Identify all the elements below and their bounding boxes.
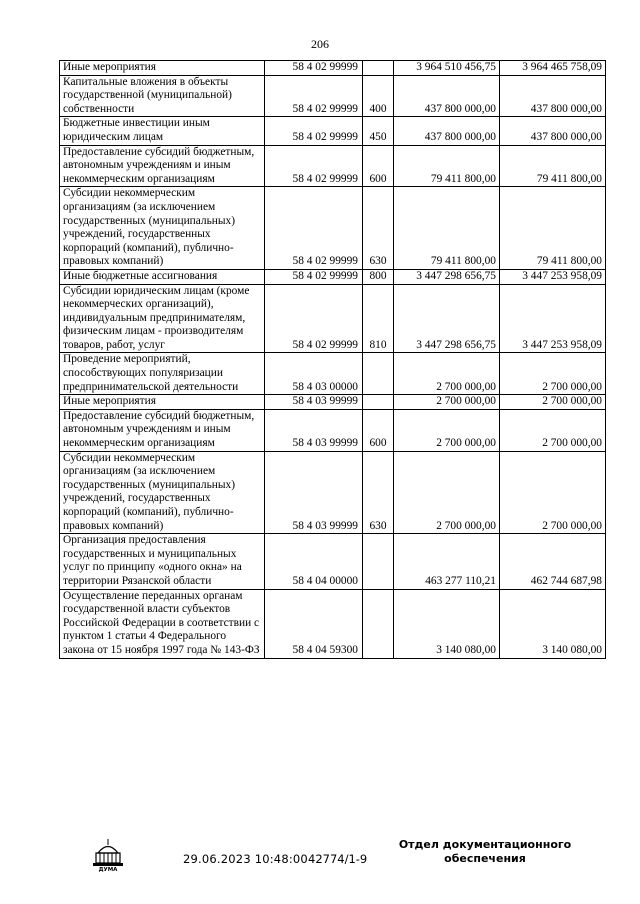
row-code-cell: 58 4 03 99999 [265, 451, 363, 534]
budget-table [59, 60, 606, 659]
row-name-cell: Иные мероприятия [60, 395, 265, 410]
table-row [60, 117, 606, 145]
row-code-cell: 58 4 04 00000 [265, 534, 363, 589]
row-code-cell: 58 4 02 99999 [265, 269, 363, 284]
row-amount-2023-cell: 437 800 000,00 [394, 117, 500, 145]
row-expense-type-cell [363, 395, 394, 410]
row-expense-type-cell [363, 61, 394, 76]
table-row [60, 534, 606, 589]
row-amount-2024-cell: 3 447 253 958,09 [500, 269, 606, 284]
budget-table-body [60, 61, 606, 659]
row-amount-2024-cell: 79 411 800,00 [500, 187, 606, 270]
row-expense-type-cell: 630 [363, 451, 394, 534]
row-name-cell: Иные бюджетные ассигнования [60, 269, 265, 284]
row-expense-type-cell: 810 [363, 284, 394, 353]
row-name-cell: Предоставление субсидий бюджетным, автономным учреждениям и иным некоммерческим организациям [60, 409, 265, 451]
row-code-cell: 58 4 03 00000 [265, 353, 363, 395]
duma-logo [90, 836, 126, 872]
row-amount-2024-cell: 462 744 687,98 [500, 534, 606, 589]
row-amount-2024-cell: 2 700 000,00 [500, 353, 606, 395]
footer-date: 29.06.2023 10:48:00 [183, 852, 308, 866]
row-code-cell: 58 4 04 59300 [265, 589, 363, 658]
footer-department [395, 838, 575, 866]
duma-logo-text: ДУМА [98, 867, 118, 872]
row-expense-type-cell: 450 [363, 117, 394, 145]
row-name-cell: Проведение мероприятий, способствующих популяризации предпринимательской деятельности [60, 353, 265, 395]
table-row [60, 353, 606, 395]
row-expense-type-cell: 800 [363, 269, 394, 284]
row-name-cell: Субсидии некоммерческим организациям (за исключением государственных (муниципальных) учреждений, государственных корпораций (компаний), публично-правовых компаний) [60, 451, 265, 534]
row-amount-2023-cell: 2 700 000,00 [394, 409, 500, 451]
row-name-cell: Иные мероприятия [60, 61, 265, 76]
row-name-cell: Организация предоставления государственных и муниципальных услуг по принципу «одного окна» на территории Рязанской области [60, 534, 265, 589]
footer-doc-code: 42774/1-9 [308, 852, 368, 866]
row-amount-2024-cell: 2 700 000,00 [500, 451, 606, 534]
page-number: 206 [311, 37, 329, 51]
row-amount-2024-cell: 79 411 800,00 [500, 145, 606, 187]
table-row [60, 451, 606, 534]
table-row [60, 589, 606, 658]
row-amount-2023-cell: 3 447 298 656,75 [394, 284, 500, 353]
row-name-cell: Субсидии юридическим лицам (кроме некоммерческих организаций), индивидуальным предпринимателям, физическим лицам - производителям товаров, работ, услуг [60, 284, 265, 353]
row-expense-type-cell: 600 [363, 145, 394, 187]
row-amount-2024-cell: 2 700 000,00 [500, 409, 606, 451]
row-expense-type-cell [363, 353, 394, 395]
row-code-cell: 58 4 03 99999 [265, 395, 363, 410]
table-row [60, 75, 606, 117]
row-amount-2024-cell: 3 964 465 758,09 [500, 61, 606, 76]
row-expense-type-cell: 630 [363, 187, 394, 270]
row-amount-2024-cell: 2 700 000,00 [500, 395, 606, 410]
row-amount-2024-cell: 437 800 000,00 [500, 117, 606, 145]
row-amount-2023-cell: 437 800 000,00 [394, 75, 500, 117]
footer-department-line2: обеспечения [444, 852, 526, 865]
row-code-cell: 58 4 02 99999 [265, 145, 363, 187]
row-code-cell: 58 4 03 99999 [265, 409, 363, 451]
row-amount-2023-cell: 3 964 510 456,75 [394, 61, 500, 76]
row-expense-type-cell: 400 [363, 75, 394, 117]
row-name-cell: Предоставление субсидий бюджетным, автономным учреждениям и иным некоммерческим организациям [60, 145, 265, 187]
row-name-cell: Капитальные вложения в объекты государственной (муниципальной) собственности [60, 75, 265, 117]
row-amount-2023-cell: 463 277 110,21 [394, 534, 500, 589]
row-code-cell: 58 4 02 99999 [265, 284, 363, 353]
row-expense-type-cell [363, 589, 394, 658]
row-amount-2023-cell: 79 411 800,00 [394, 145, 500, 187]
row-amount-2023-cell: 3 447 298 656,75 [394, 269, 500, 284]
row-amount-2023-cell: 2 700 000,00 [394, 451, 500, 534]
row-amount-2023-cell: 3 140 080,00 [394, 589, 500, 658]
row-expense-type-cell: 600 [363, 409, 394, 451]
row-name-cell: Осуществление переданных органам государственной власти субъектов Российской Федерации в соответствии с пунктом 1 статьи 4 Федерального закона от 15 ноября 1997 года № 143-ФЗ [60, 589, 265, 658]
row-name-cell: Бюджетные инвестиции иным юридическим лицам [60, 117, 265, 145]
row-code-cell: 58 4 02 99999 [265, 187, 363, 270]
row-amount-2024-cell: 437 800 000,00 [500, 75, 606, 117]
row-amount-2023-cell: 79 411 800,00 [394, 187, 500, 270]
row-amount-2024-cell: 3 140 080,00 [500, 589, 606, 658]
table-row [60, 409, 606, 451]
footer-department-line1: Отдел документационного [398, 838, 572, 851]
table-row [60, 395, 606, 410]
table-row [60, 284, 606, 353]
table-row [60, 187, 606, 270]
table-row [60, 269, 606, 284]
table-row [60, 61, 606, 76]
row-code-cell: 58 4 02 99999 [265, 75, 363, 117]
table-row [60, 145, 606, 187]
row-amount-2023-cell: 2 700 000,00 [394, 353, 500, 395]
row-amount-2023-cell: 2 700 000,00 [394, 395, 500, 410]
row-code-cell: 58 4 02 99999 [265, 61, 363, 76]
row-code-cell: 58 4 02 99999 [265, 117, 363, 145]
row-expense-type-cell [363, 534, 394, 589]
row-name-cell: Субсидии некоммерческим организациям (за исключением государственных (муниципальных) учреждений, государственных корпораций (компаний), публично-правовых компаний) [60, 187, 265, 270]
row-amount-2024-cell: 3 447 253 958,09 [500, 284, 606, 353]
